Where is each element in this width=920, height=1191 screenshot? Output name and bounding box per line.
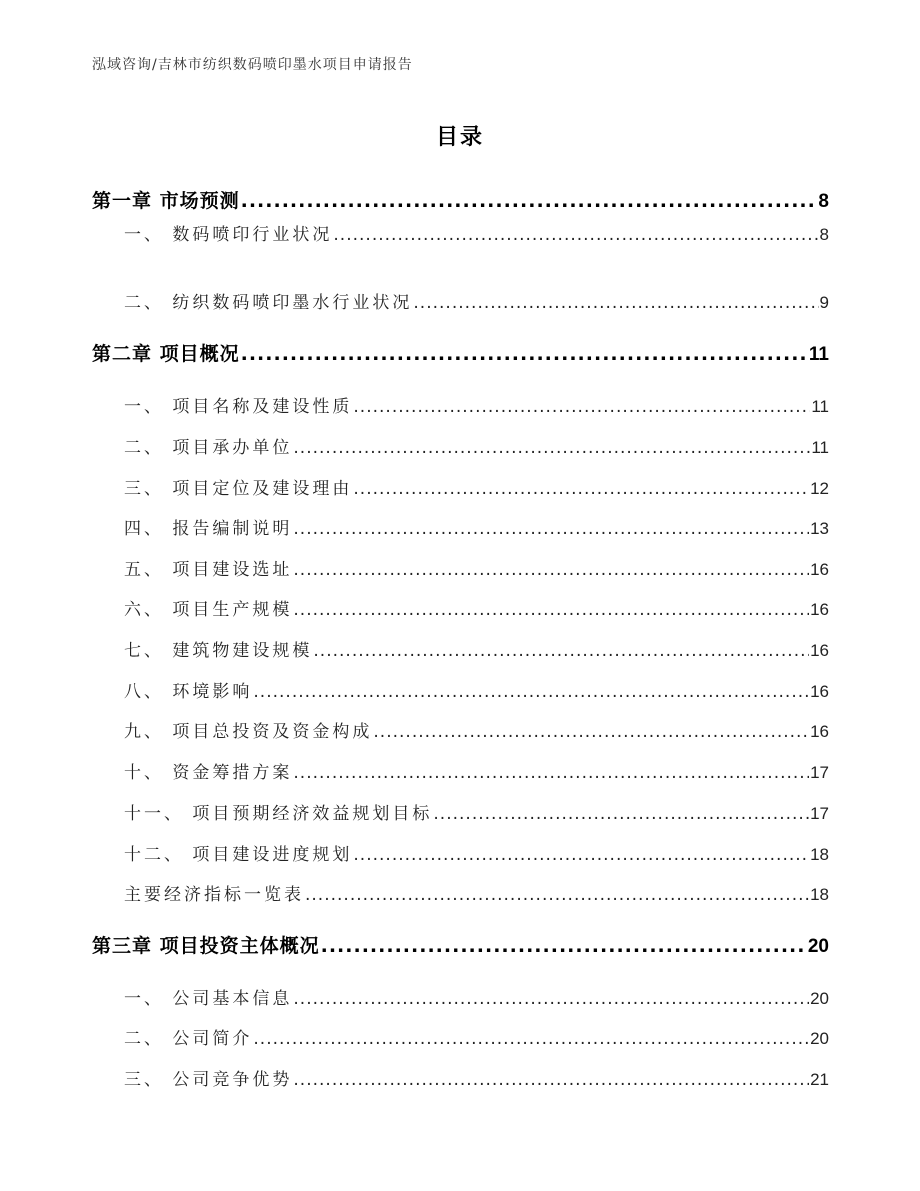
toc-entry-label: 二、 公司简介 — [124, 1029, 253, 1049]
toc-entry-label: 第三章 项目投资主体概况 — [92, 935, 320, 957]
toc-section-entry[interactable] — [124, 555, 829, 580]
toc-section-entry[interactable] — [124, 595, 829, 620]
dot-leader — [293, 600, 809, 620]
toc-section-entry[interactable] — [124, 880, 829, 905]
dot-leader — [293, 989, 809, 1009]
toc-page-number: 11 — [811, 438, 829, 457]
dot-leader — [333, 225, 818, 245]
toc-page-number: 20 — [807, 936, 829, 957]
toc-section-entry[interactable] — [124, 1065, 829, 1090]
toc-section-entry[interactable] — [124, 984, 829, 1009]
dot-leader — [353, 479, 809, 499]
toc-section-entry[interactable] — [124, 288, 829, 313]
toc-entry-label: 主要经济指标一览表 — [124, 885, 304, 905]
toc-section-entry[interactable] — [124, 758, 829, 783]
toc-entry-label: 十一、 项目预期经济效益规划目标 — [124, 804, 433, 824]
toc-entry-label: 第二章 项目概况 — [92, 343, 240, 365]
dot-leader — [353, 845, 809, 865]
dot-leader — [293, 560, 809, 580]
toc-page-number: 9 — [819, 293, 829, 312]
toc-section-entry[interactable] — [124, 840, 829, 865]
toc-page-number: 16 — [810, 641, 829, 660]
toc-page-number: 8 — [819, 225, 829, 244]
toc-page-number: 17 — [810, 804, 829, 823]
toc-page-number: 16 — [810, 722, 829, 741]
toc-page-number: 11 — [811, 397, 829, 416]
toc-entry-label: 八、 环境影响 — [124, 682, 253, 702]
toc-page-number: 20 — [810, 1029, 829, 1048]
toc-page-number: 18 — [810, 845, 829, 864]
dot-leader — [321, 935, 807, 957]
toc-entry-label: 十二、 项目建设进度规划 — [124, 845, 353, 865]
toc-chapter-entry[interactable] — [92, 931, 829, 958]
toc-section-entry[interactable] — [124, 392, 829, 417]
dot-leader — [293, 438, 810, 458]
toc-entry-label: 第一章 市场预测 — [92, 190, 240, 212]
dot-leader — [353, 397, 810, 417]
toc-section-entry[interactable] — [124, 514, 829, 539]
toc-chapter-entry[interactable] — [92, 186, 829, 213]
toc-entry-label: 三、 公司竞争优势 — [124, 1070, 293, 1090]
toc-page-number: 16 — [810, 600, 829, 619]
toc-page-number: 21 — [810, 1070, 829, 1089]
dot-leader — [413, 293, 818, 313]
toc-page-number: 11 — [808, 344, 829, 365]
toc-section-entry[interactable] — [124, 717, 829, 742]
toc-page-number: 8 — [818, 191, 829, 212]
dot-leader — [241, 343, 808, 365]
toc-section-entry[interactable] — [124, 433, 829, 458]
dot-leader — [293, 1070, 809, 1090]
toc-section-entry[interactable] — [124, 220, 829, 245]
toc-section-entry[interactable] — [124, 677, 829, 702]
dot-leader — [313, 641, 809, 661]
toc-section-entry[interactable] — [124, 1024, 829, 1049]
dot-leader — [241, 190, 818, 212]
toc-page-number: 12 — [810, 479, 829, 498]
toc-entry-label: 九、 项目总投资及资金构成 — [124, 722, 373, 742]
dot-leader — [293, 519, 809, 539]
toc-entry-label: 一、 数码喷印行业状况 — [124, 225, 333, 245]
toc-page-number: 18 — [810, 885, 829, 904]
toc-chapter-entry[interactable] — [92, 339, 829, 366]
toc-entry-label: 三、 项目定位及建设理由 — [124, 479, 353, 499]
toc-entry-label: 四、 报告编制说明 — [124, 519, 293, 539]
dot-leader — [293, 763, 809, 783]
toc-entry-label: 二、 纺织数码喷印墨水行业状况 — [124, 293, 413, 313]
toc-entry-label: 一、 项目名称及建设性质 — [124, 397, 353, 417]
toc-page-number: 16 — [810, 560, 829, 579]
toc-page-number: 16 — [810, 682, 829, 701]
dot-leader — [433, 804, 809, 824]
toc-section-entry[interactable] — [124, 474, 829, 499]
toc-page-number: 20 — [810, 989, 829, 1008]
toc-title: 目录 — [435, 125, 484, 150]
dot-leader — [305, 885, 809, 905]
toc-entry-label: 二、 项目承办单位 — [124, 438, 293, 458]
toc-entry-label: 七、 建筑物建设规模 — [124, 641, 313, 661]
dot-leader — [253, 682, 809, 702]
toc-page-number: 13 — [810, 519, 829, 538]
toc-entry-label: 五、 项目建设选址 — [124, 560, 293, 580]
toc-section-entry[interactable] — [124, 799, 829, 824]
toc-entry-label: 十、 资金筹措方案 — [124, 763, 293, 783]
toc-entry-label: 一、 公司基本信息 — [124, 989, 293, 1009]
toc-page-number: 17 — [810, 763, 829, 782]
toc-entry-label: 六、 项目生产规模 — [124, 600, 293, 620]
running-header: 泓域咨询/吉林市纺织数码喷印墨水项目申请报告 — [92, 57, 413, 73]
dot-leader — [253, 1029, 809, 1049]
dot-leader — [373, 722, 809, 742]
toc-section-entry[interactable] — [124, 636, 829, 661]
